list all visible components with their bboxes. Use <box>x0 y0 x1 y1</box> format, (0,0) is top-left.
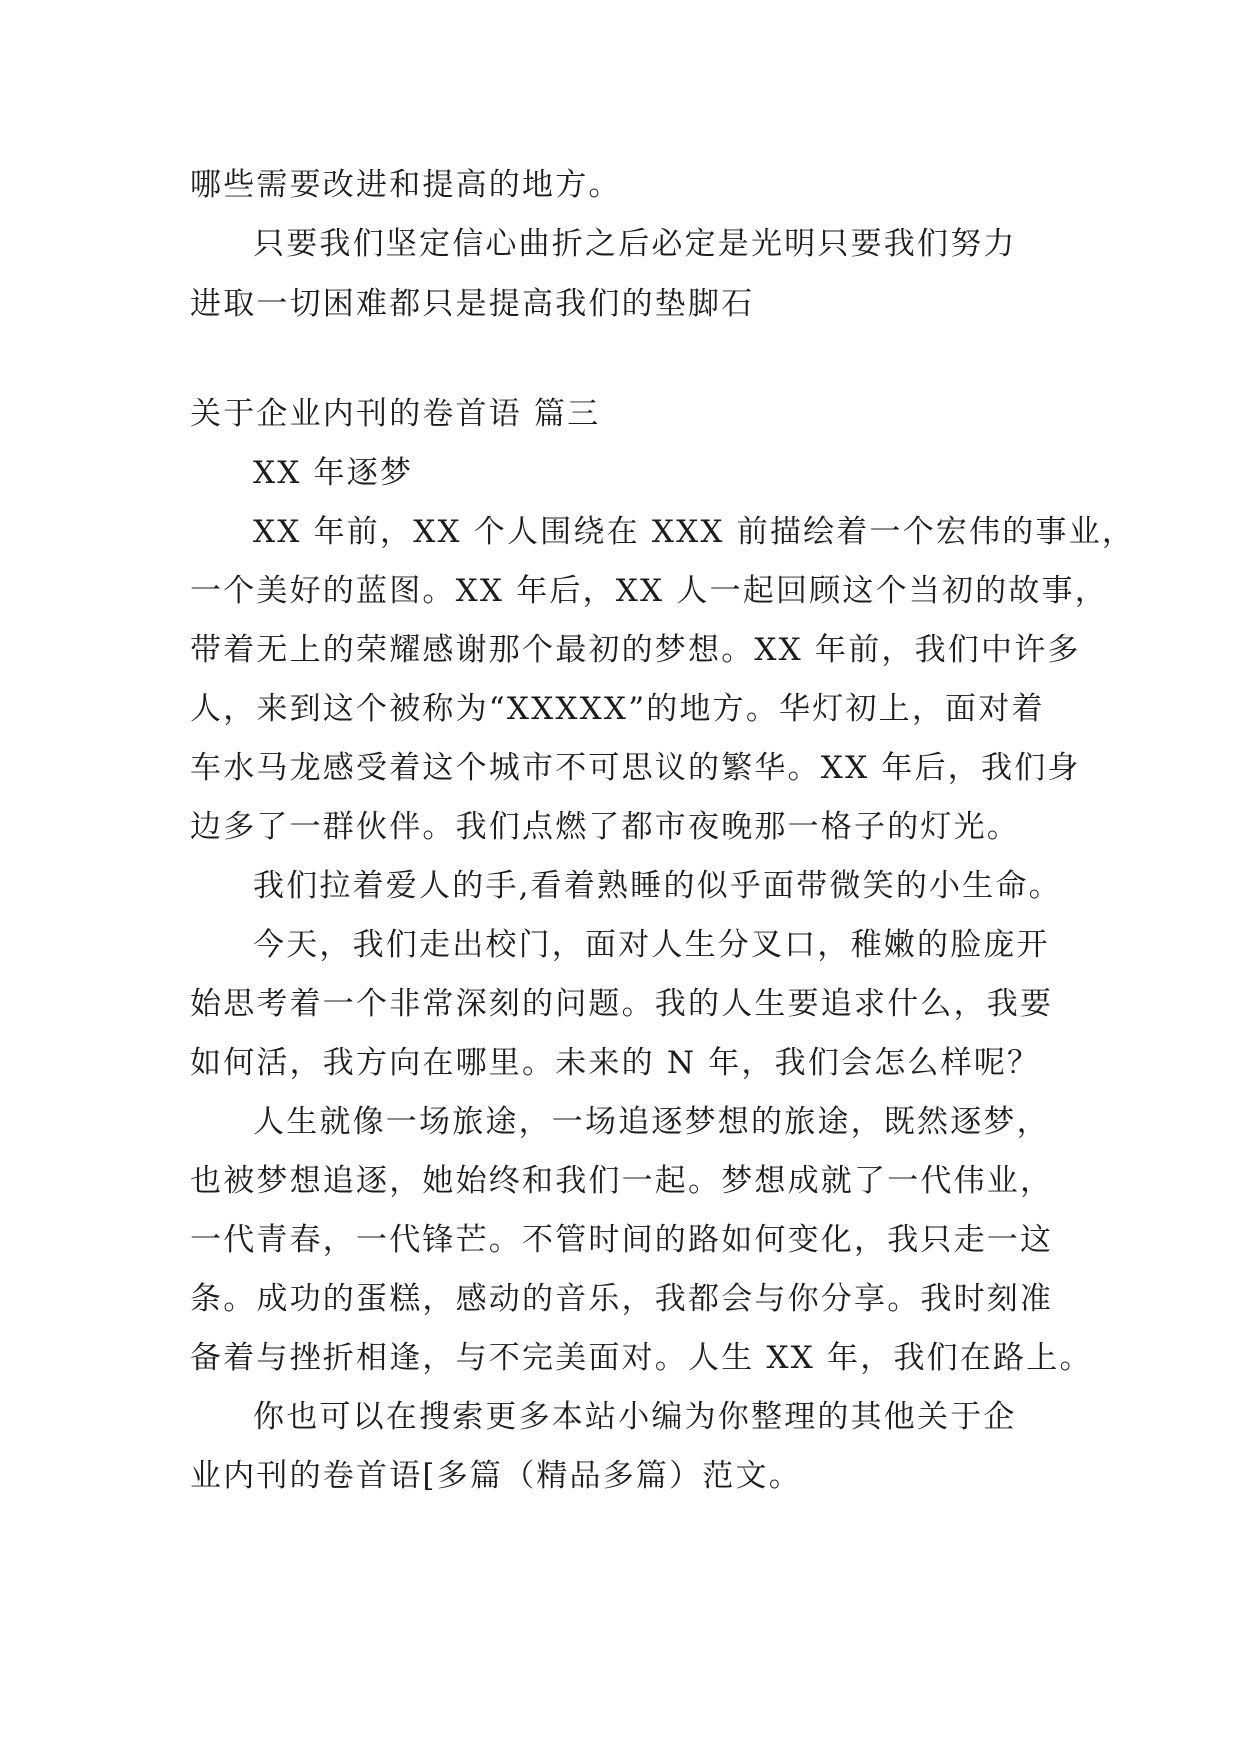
text-line: 备着与挫折相逢，与不完美面对。人生 XX 年，我们在路上。 <box>190 1340 1093 1376</box>
text-line: 如何活，我方向在哪里。未来的 N 年，我们会怎么样呢？ <box>190 1045 1041 1081</box>
text-line: 一代青春，一代锋芒。不管时间的路如何变化，我只走一这 <box>190 1222 1054 1258</box>
text-line: 进取一切困难都只是提高我们的垫脚石 <box>190 286 755 322</box>
text-line: 今天，我们走出校门，面对人生分叉口，稚嫩的脸庞开 <box>253 927 1050 963</box>
text-line: 带着无上的荣耀感谢那个最初的梦想。XX 年前，我们中许多 <box>190 632 1081 668</box>
article-title: XX 年逐梦 <box>253 455 414 491</box>
text-line: XX 年前，XX 个人围绕在 XXX 前描绘着一个宏伟的事业， <box>253 514 1136 550</box>
text-line: 条。成功的蛋糕，感动的音乐，我都会与你分享。我时刻准 <box>190 1281 1054 1317</box>
text-line: 哪些需要改进和提高的地方。 <box>190 167 622 203</box>
text-line: 我们拉着爱人的手,看着熟睡的似乎面带微笑的小生命。 <box>253 868 1062 904</box>
text-line: 一个美好的蓝图。XX 年后，XX 人一起回顾这个当初的故事， <box>190 573 1108 609</box>
text-line: 也被梦想追逐，她始终和我们一起。梦想成就了一代伟业， <box>190 1163 1054 1199</box>
text-line: 人生就像一场旅途，一场追逐梦想的旅途，既然逐梦， <box>253 1104 1050 1140</box>
text-line: 车水马龙感受着这个城市不可思议的繁华。XX 年后，我们身 <box>190 750 1081 786</box>
text-line: 人，来到这个被称为“XXXXX”的地方。华灯初上，面对着 <box>190 691 1045 727</box>
text-line: 始思考着一个非常深刻的问题。我的人生要追求什么，我要 <box>190 986 1054 1022</box>
text-line: 只要我们坚定信心曲折之后必定是光明只要我们努力 <box>253 226 1017 262</box>
text-line: 你也可以在搜索更多本站小编为你整理的其他关于企 <box>253 1399 1017 1435</box>
text-line: 边多了一群伙伴。我们点燃了都市夜晚那一格子的灯光。 <box>190 809 1020 845</box>
section-heading: 关于企业内刊的卷首语 篇三 <box>190 396 601 432</box>
text-line: 业内刊的卷首语[多篇（精品多篇）范文。 <box>190 1458 802 1494</box>
